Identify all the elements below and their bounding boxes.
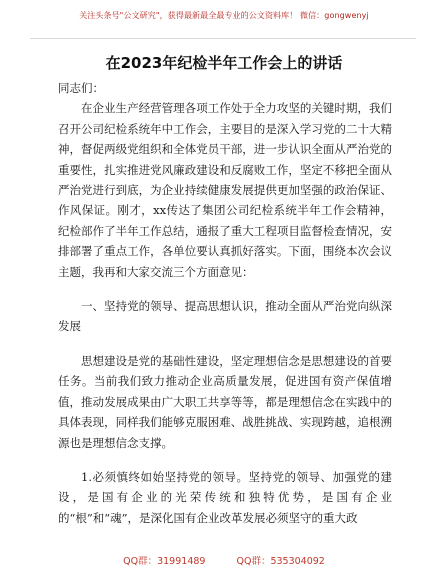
section-heading-1: 一、坚持党的领导、提高思想认识，推动全面从严治党向纵深发展 xyxy=(58,299,392,334)
footer-contacts xyxy=(0,553,448,567)
document-body xyxy=(58,78,392,528)
footer-qq-2: QQ群：535304092 xyxy=(236,556,325,567)
header-divider xyxy=(30,38,416,39)
paragraph-intro: 在企业生产经营管理各项工作处于全力攻坚的关键时期，我们召开公司纪检系统年中工作会，主要目的是深入学习党的二十大精神，督促两级党组织和全体党员干部，进一步认识全面从严治党的重要性，扎实推进党风廉政建设和反腐败工作，坚定不移把全面从严治党进行到底，为企业持续健康发展提供更加坚强的政治保证、作风保证。刚才，xx传达了集团公司纪检系统半年工作会精神，纪检部作了半年工作总结，通报了重大工程项目监督检查情况，安排部署了重点工作，各单位要认真抓好落实。下面，围绕本次会议主题，我再和大家交流三个方面意见： xyxy=(58,101,392,279)
document-title: 在2023年纪检半年工作会上的讲话 xyxy=(105,54,343,72)
paragraph-ideology: 思想建设是党的基础性建设，坚定理想信念是思想建设的首要任务。当前我们致力推动企业高质量发展，促进国有资产保值增值，推动发展成果由广大职工共享等等，都是理想信念在实践中的具体表现，同样我们能够克服困难、战胜挑战、实现跨越，追根溯源也是理想信念支撑。 xyxy=(58,353,392,450)
header-banner: 关注头条号"公文研究"，获得最新最全最专业的公文资料库！ 微信：gongwenyj xyxy=(79,11,369,20)
footer-qq-1: QQ群：31991489 xyxy=(123,556,206,567)
paragraph-point-1: 1.必须慎终如始坚持党的领导。坚持党的领导、加强党的建设，是国有企业的光荣传统和独特优势，是国有企业的“根”和“魂”，是深化国有企业改革发展必须坚守的重大政 xyxy=(58,469,392,525)
salutation: 同志们： xyxy=(58,81,104,95)
